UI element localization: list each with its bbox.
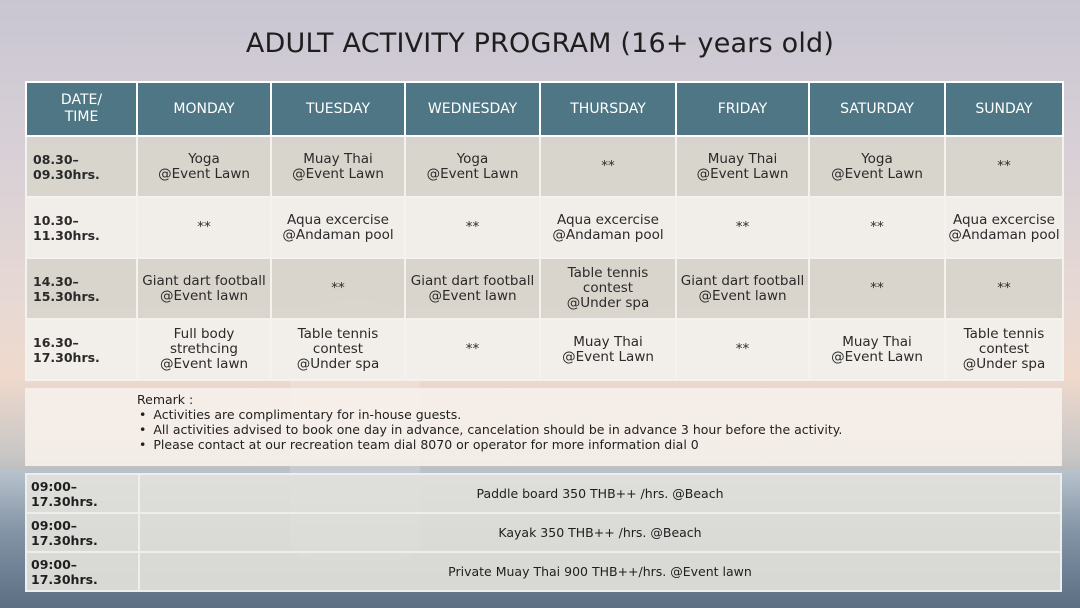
activity-cell — [271, 258, 405, 319]
time-slot: 16.30–17.30hrs. — [26, 319, 137, 380]
activity-cell — [540, 258, 676, 319]
activity-text: @Under spa — [962, 356, 1046, 372]
activity-text: Giant dart football — [410, 272, 535, 289]
activity-text: ** — [465, 341, 480, 357]
activity-cell — [676, 258, 809, 319]
paid-activity-text: Paddle board 350 THB++ /hrs. @Beach — [139, 474, 1061, 513]
header-day: SATURDAY — [809, 82, 945, 136]
activity-text: Muay Thai — [707, 150, 778, 167]
activity-text: strethcing — [169, 341, 239, 357]
remark-item: • Please contact at our recreation team dial 8070 or operator for more information dial 0 — [151, 437, 1062, 452]
activity-cell — [137, 258, 271, 319]
activity-text: @Event Lawn — [696, 165, 789, 182]
paid-activity-time: 09:00–17.30hrs. — [26, 552, 139, 591]
activity-cell — [809, 258, 945, 319]
activity-text: @Event lawn — [428, 287, 517, 304]
activity-text: @Event Lawn — [158, 165, 250, 182]
activity-text: Table tennis — [963, 326, 1045, 342]
activity-text: ** — [331, 280, 345, 296]
header-day: SUNDAY — [945, 82, 1063, 136]
page-title: ADULT ACTIVITY PROGRAM (16+ years old) — [245, 28, 835, 59]
paid-activity-row — [26, 552, 1061, 591]
activity-text: ** — [997, 280, 1011, 296]
activity-text: ** — [197, 219, 211, 235]
activity-text: ** — [735, 219, 750, 235]
activity-cell — [676, 197, 809, 258]
header-row — [26, 82, 1063, 136]
activity-cell — [405, 136, 540, 197]
schedule-row — [26, 136, 1063, 197]
activity-text: @Under spa — [566, 295, 650, 311]
activity-text: @Andaman pool — [948, 226, 1060, 243]
schedule-row — [26, 319, 1063, 380]
activity-cell — [945, 136, 1063, 197]
activity-cell — [945, 197, 1063, 258]
activity-text: contest — [312, 341, 364, 357]
activity-text: Giant dart football — [680, 272, 805, 289]
time-slot: 14.30–15.30hrs. — [26, 258, 137, 319]
activity-cell — [271, 136, 405, 197]
header-day: THURSDAY — [540, 82, 676, 136]
activity-text: @Andaman pool — [552, 226, 664, 243]
activity-text: Aqua excercise — [556, 211, 659, 228]
activity-text: ** — [735, 341, 750, 357]
activity-cell — [809, 319, 945, 380]
time-slot: 10.30–11.30hrs. — [26, 197, 137, 258]
header-day: TUESDAY — [271, 82, 405, 136]
activity-cell — [271, 319, 405, 380]
paid-activity-row — [26, 513, 1061, 552]
time-slot: 08.30–09.30hrs. — [26, 136, 137, 197]
activity-text: @Event lawn — [159, 287, 249, 304]
activity-cell — [540, 319, 676, 380]
activity-text: ** — [870, 219, 884, 235]
activity-text: ** — [601, 158, 615, 174]
activity-text: Muay Thai — [573, 333, 643, 350]
header-day: WEDNESDAY — [405, 82, 540, 136]
activity-cell — [676, 319, 809, 380]
remark-item: • All activities advised to book one day in advance, cancelation should be in advance 3 hour before the activity. — [151, 422, 1062, 437]
activity-cell — [945, 258, 1063, 319]
activity-text: contest — [582, 280, 634, 296]
remark-item: • Activities are complimentary for in-house guests. — [151, 407, 1062, 422]
schedule-table — [25, 81, 1064, 381]
activity-cell — [405, 197, 540, 258]
header-time-label: TIME — [64, 109, 99, 125]
header-date-time — [26, 82, 137, 136]
activity-text: Yoga — [188, 150, 220, 167]
paid-activity-row — [26, 474, 1061, 513]
activity-cell — [271, 197, 405, 258]
header-date-label: DATE/ — [60, 92, 103, 108]
activity-text: Giant dart football — [142, 272, 266, 289]
activity-cell — [676, 136, 809, 197]
activity-text: Aqua excercise — [952, 211, 1055, 228]
paid-activity-text: Kayak 350 THB++ /hrs. @Beach — [139, 513, 1061, 552]
paid-activity-text: Private Muay Thai 900 THB++/hrs. @Event lawn — [139, 552, 1061, 591]
activity-cell — [945, 319, 1063, 380]
schedule-row — [26, 197, 1063, 258]
paid-activity-time: 09:00–17.30hrs. — [26, 513, 139, 552]
activity-cell — [540, 197, 676, 258]
activity-cell — [137, 197, 271, 258]
activity-text: Muay Thai — [842, 333, 912, 350]
activity-text: @Event Lawn — [831, 165, 923, 182]
activity-cell — [809, 136, 945, 197]
header-day: MONDAY — [137, 82, 271, 136]
activity-cell — [137, 319, 271, 380]
activity-text: Muay Thai — [303, 150, 373, 167]
paid-activity-time: 09:00–17.30hrs. — [26, 474, 139, 513]
activity-cell — [809, 197, 945, 258]
activity-cell — [405, 319, 540, 380]
header-day: FRIDAY — [676, 82, 809, 136]
activity-cell — [405, 258, 540, 319]
activity-text: @Event Lawn — [292, 165, 384, 182]
activity-text: @Event lawn — [159, 356, 249, 372]
activity-text: ** — [465, 219, 480, 235]
activity-text: Yoga — [861, 150, 893, 167]
activity-text: @Event Lawn — [831, 348, 923, 365]
remark-box — [25, 388, 1062, 466]
activity-text: @Event Lawn — [426, 165, 519, 182]
activity-text: @Event lawn — [698, 287, 787, 304]
activity-text: @Under spa — [296, 356, 380, 372]
remark-list — [137, 407, 1062, 452]
activity-text: @Event Lawn — [562, 348, 654, 365]
activity-text: @Andaman pool — [282, 226, 394, 243]
activity-text: Full body — [173, 326, 235, 342]
activity-text: ** — [870, 280, 884, 296]
paid-activities-table — [25, 473, 1062, 592]
activity-text: ** — [997, 158, 1011, 174]
activity-cell — [540, 136, 676, 197]
activity-text: Yoga — [456, 150, 489, 167]
activity-text: Table tennis — [297, 326, 379, 342]
remark-heading: Remark : — [137, 392, 194, 407]
activity-text: contest — [978, 341, 1030, 357]
activity-text: Aqua excercise — [286, 211, 389, 228]
activity-text: Table tennis — [567, 265, 649, 281]
schedule-row — [26, 258, 1063, 319]
activity-cell — [137, 136, 271, 197]
